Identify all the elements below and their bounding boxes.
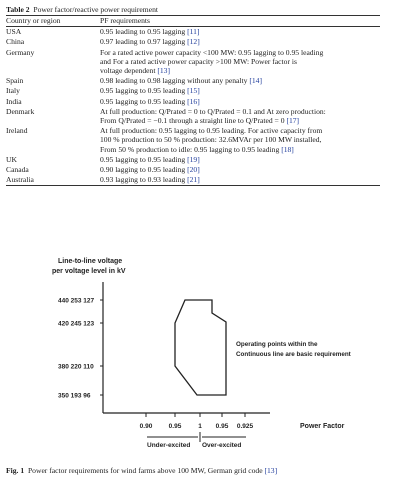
pf-line: 0.95 lagging to 0.95 leading [100,86,188,96]
country-cell: Ireland [6,126,28,136]
pf-line: 0.95 lagging to 0.95 leading [100,154,188,164]
over-excited-label: Over-excited [202,442,242,449]
y-tick-label: 420 245 123 [58,320,95,328]
pf-line: At full production: 0.95 lagging to 0.95 leading. For active capacity from [100,126,323,136]
under-excited-label: Under-excited [147,442,191,449]
pf-line: 0.95 lagging to 0.95 leading [100,96,188,106]
pf-line: 0.98 leading to 0.98 lagging without any penalty [100,76,250,86]
pf-reference: [12] [187,37,200,47]
pf-line: 0.95 leading to 0.95 lagging [100,27,188,37]
pf-line: At full production: Q/Prated = 0 to Q/Prated = 0.1 and At zero production: [100,106,326,116]
country-cell: China [6,37,25,47]
x-tick-label: 0.90 [139,423,153,430]
pf-reference: [13] [157,66,171,76]
x-tick-label: 0.925 [236,423,254,430]
y-tick-label: 380 220 110 [58,363,94,371]
figure-caption-text: Power factor requirements for wind farms above 100 MW, German grid code [27,466,265,475]
y-axis-label: per voltage level in kV [52,268,126,275]
pf-reference: [21] [187,175,200,185]
header-country: Country or region [6,16,61,25]
pf-reference: [19] [187,154,200,164]
country-cell: Denmark [6,106,35,116]
pf-line: and For a rated active power capacity >100 MW: Power factor is [100,56,297,66]
pf-line: From 50 % production to idle: 0.95 lagging to 0.95 leading [100,144,282,154]
pf-line: 0.90 lagging to 0.95 leading [100,165,188,175]
y-tick-label: 440 253 127 [58,297,95,305]
operating-region-outline [175,300,226,395]
figure-caption-ref: [13] [264,466,278,475]
table-caption-text: Power factor/reactive power requirement [33,5,158,14]
pf-line: voltage dependent [100,66,158,76]
region-annotation: Continuous line are basic requirement [236,351,351,358]
x-tick-label: 1 [198,423,202,430]
pf-reference: [18] [281,144,294,154]
y-tick-label: 350 193 96 [58,392,91,400]
x-tick-label: 0.95 [168,423,182,430]
pf-reference: [16] [187,96,200,106]
pf-reference: [17] [286,116,300,126]
pf-line: 0.97 leading to 0.97 lagging [100,37,188,47]
pf-reference: [15] [187,86,200,96]
pf-reference: [14] [249,76,262,86]
country-cell: Australia [6,175,34,185]
country-cell: Germany [6,47,35,57]
region-annotation: Operating points within the [236,341,318,348]
country-cell: Spain [6,76,24,86]
x-axis-label: Power Factor [300,423,345,430]
pf-line: From Q/Prated = −0.1 through a straight line to Q/Prated = 0 [100,116,287,126]
figure-caption [6,466,277,475]
pf-reference: [11] [187,27,200,37]
pf-line: For a rated active power capacity <100 MW: 0.95 lagging to 0.95 leading [100,47,324,57]
pf-reference: [20] [187,165,200,175]
y-axis-label: Line-to-line voltage [58,258,123,265]
country-cell: Canada [6,165,29,175]
country-cell: India [6,96,22,106]
country-cell: UK [6,154,17,164]
country-cell: Italy [6,86,20,96]
pf-line: 100 % production to 50 % production: 32.6MVAr per 100 MW installed, [100,135,322,145]
table-caption-label: Table 2 [6,5,30,14]
pf-chart [52,258,352,449]
pf-line: 0.93 lagging to 0.93 leading [100,175,188,185]
header-pf: PF requirements [100,16,150,25]
x-tick-label: 0.95 [215,423,229,430]
figure-caption-label: Fig. 1 [6,466,25,475]
country-cell: USA [6,27,22,37]
